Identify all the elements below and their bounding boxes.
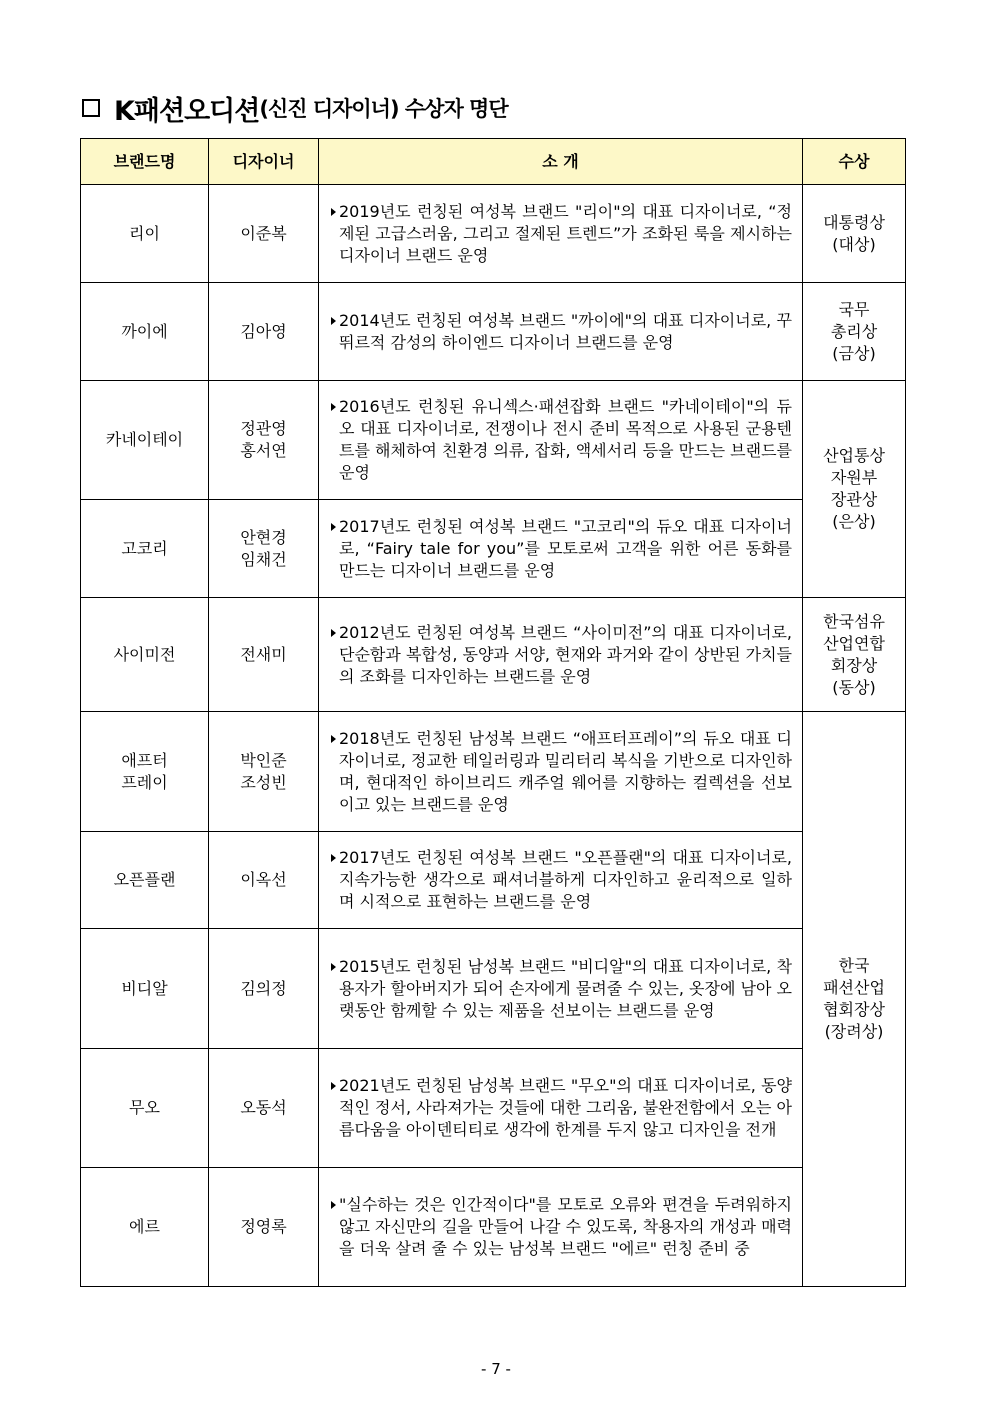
- award-cell: 한국섬유 산업연합 회장상 (동상): [803, 598, 906, 712]
- document-title: [82, 86, 508, 130]
- intro-cell: [319, 832, 803, 929]
- brand-cell: 카네이테이: [81, 381, 209, 500]
- winners-table: [80, 138, 906, 1287]
- intro-cell: [319, 598, 803, 712]
- intro-cell: [319, 185, 803, 283]
- table-row: [81, 500, 906, 598]
- header-brand: 브랜드명: [81, 139, 209, 185]
- header-designer: 디자이너: [209, 139, 319, 185]
- title-main: K패션오디션: [114, 95, 260, 127]
- designer-cell: 안현경 임채건: [209, 500, 319, 598]
- designer-cell: 이준복: [209, 185, 319, 283]
- award-cell: 대통령상 (대상): [803, 185, 906, 283]
- brand-cell: 에르: [81, 1168, 209, 1287]
- table-row: [81, 1049, 906, 1168]
- header-award: 수상: [803, 139, 906, 185]
- intro-text: 2012년도 런칭된 여성복 브랜드 “사이미전”의 대표 디자이너로, 단순함과 복합성, 동양과 서양, 현재와 과거와 같이 상반된 가치들의 조화를 디자인하는 브랜드를 운영: [331, 622, 792, 688]
- designer-cell: 오동석: [209, 1049, 319, 1168]
- brand-cell: 까이에: [81, 283, 209, 381]
- brand-cell: 비디알: [81, 929, 209, 1049]
- title-sub: (신진 디자이너) 수상자 명단: [259, 97, 508, 121]
- brand-cell: 애프터 프레이: [81, 712, 209, 832]
- intro-cell: [319, 283, 803, 381]
- intro-cell: [319, 929, 803, 1049]
- intro-text: 2016년도 런칭된 유니섹스·패션잡화 브랜드 "카네이테이"의 듀오 대표 디자이너로, 전쟁이나 전시 준비 목적으로 사용된 군용텐트를 해체하여 친환경 의류, 잡화, 액세서리 등을 만드는 브랜드를 운영: [331, 396, 792, 484]
- intro-text: 2019년도 런칭된 여성복 브랜드 "리이"의 대표 디자이너로, “정제된 고급스러움, 그리고 절제된 트렌드”가 조화된 룩을 제시하는 디자이너 브랜드 운영: [331, 201, 792, 267]
- designer-cell: 이옥선: [209, 832, 319, 929]
- checkbox-square-icon: [82, 99, 100, 117]
- header-intro: 소 개: [319, 139, 803, 185]
- intro-text: 2017년도 런칭된 여성복 브랜드 "고코리"의 듀오 대표 디자이너로, “Fairy tale for you”를 모토로써 고객을 위한 어른 동화를 만드는 디자이너 브랜드를 운영: [331, 516, 792, 582]
- brand-cell: 오픈플랜: [81, 832, 209, 929]
- award-cell: 한국 패션산업 협회장상 (장려상): [803, 712, 906, 1287]
- designer-cell: 정관영 홍서연: [209, 381, 319, 500]
- designer-cell: 박인준 조성빈: [209, 712, 319, 832]
- intro-text: 2018년도 런칭된 남성복 브랜드 “애프터프레이”의 듀오 대표 디자이너로, 정교한 테일러링과 밀리터리 복식을 기반으로 디자인하며, 현대적인 하이브리드 캐주얼 웨어를 지향하는 컬렉션을 선보이고 있는 브랜드를 운영: [331, 728, 792, 816]
- brand-cell: 무오: [81, 1049, 209, 1168]
- intro-cell: [319, 712, 803, 832]
- designer-cell: 전새미: [209, 598, 319, 712]
- table-row: [81, 283, 906, 381]
- table-row: [81, 1168, 906, 1287]
- intro-cell: [319, 500, 803, 598]
- intro-text: 2017년도 런칭된 여성복 브랜드 "오픈플랜"의 대표 디자이너로, 지속가능한 생각으로 패셔너블하게 디자인하고 윤리적으로 일하며 시적으로 표현하는 브랜드를 운영: [331, 847, 792, 913]
- table-row: [81, 598, 906, 712]
- intro-text: 2015년도 런칭된 남성복 브랜드 "비디알"의 대표 디자이너로, 착용자가 할아버지가 되어 손자에게 물려줄 수 있는, 옷장에 남아 오랫동안 함께할 수 있는 제품을 선보이는 브랜드를 운영: [331, 956, 792, 1022]
- intro-text: 2021년도 런칭된 남성복 브랜드 "무오"의 대표 디자이너로, 동양적인 정서, 사라져가는 것들에 대한 그리움, 불완전함에서 오는 아름다움을 아이덴티티로 생각에 한계를 두지 않고 디자인을 전개: [331, 1075, 792, 1141]
- brand-cell: 사이미전: [81, 598, 209, 712]
- intro-text: 2014년도 런칭된 여성복 브랜드 "까이에"의 대표 디자이너로, 꾸뛰르적 감성의 하이엔드 디자이너 브랜드를 운영: [331, 310, 792, 354]
- table-row: [81, 185, 906, 283]
- designer-cell: 김아영: [209, 283, 319, 381]
- intro-cell: [319, 1049, 803, 1168]
- intro-cell: [319, 1168, 803, 1287]
- table-row: [81, 929, 906, 1049]
- intro-cell: [319, 381, 803, 500]
- page-number: - 7 -: [481, 1360, 511, 1378]
- brand-cell: 리이: [81, 185, 209, 283]
- award-cell: 국무 총리상 (금상): [803, 283, 906, 381]
- table-row: [81, 381, 906, 500]
- table-header-row: [81, 139, 906, 185]
- table-row: [81, 832, 906, 929]
- award-cell: 산업통상 자원부 장관상 (은상): [803, 381, 906, 598]
- table-row: [81, 712, 906, 832]
- designer-cell: 김의정: [209, 929, 319, 1049]
- intro-text: "실수하는 것은 인간적이다"를 모토로 오류와 편견을 두려워하지 않고 자신만의 길을 만들어 나갈 수 있도록, 착용자의 개성과 매력을 더욱 살려 줄 수 있는 남성복 브랜드 "에르" 런칭 준비 중: [331, 1194, 792, 1260]
- designer-cell: 정영록: [209, 1168, 319, 1287]
- brand-cell: 고코리: [81, 500, 209, 598]
